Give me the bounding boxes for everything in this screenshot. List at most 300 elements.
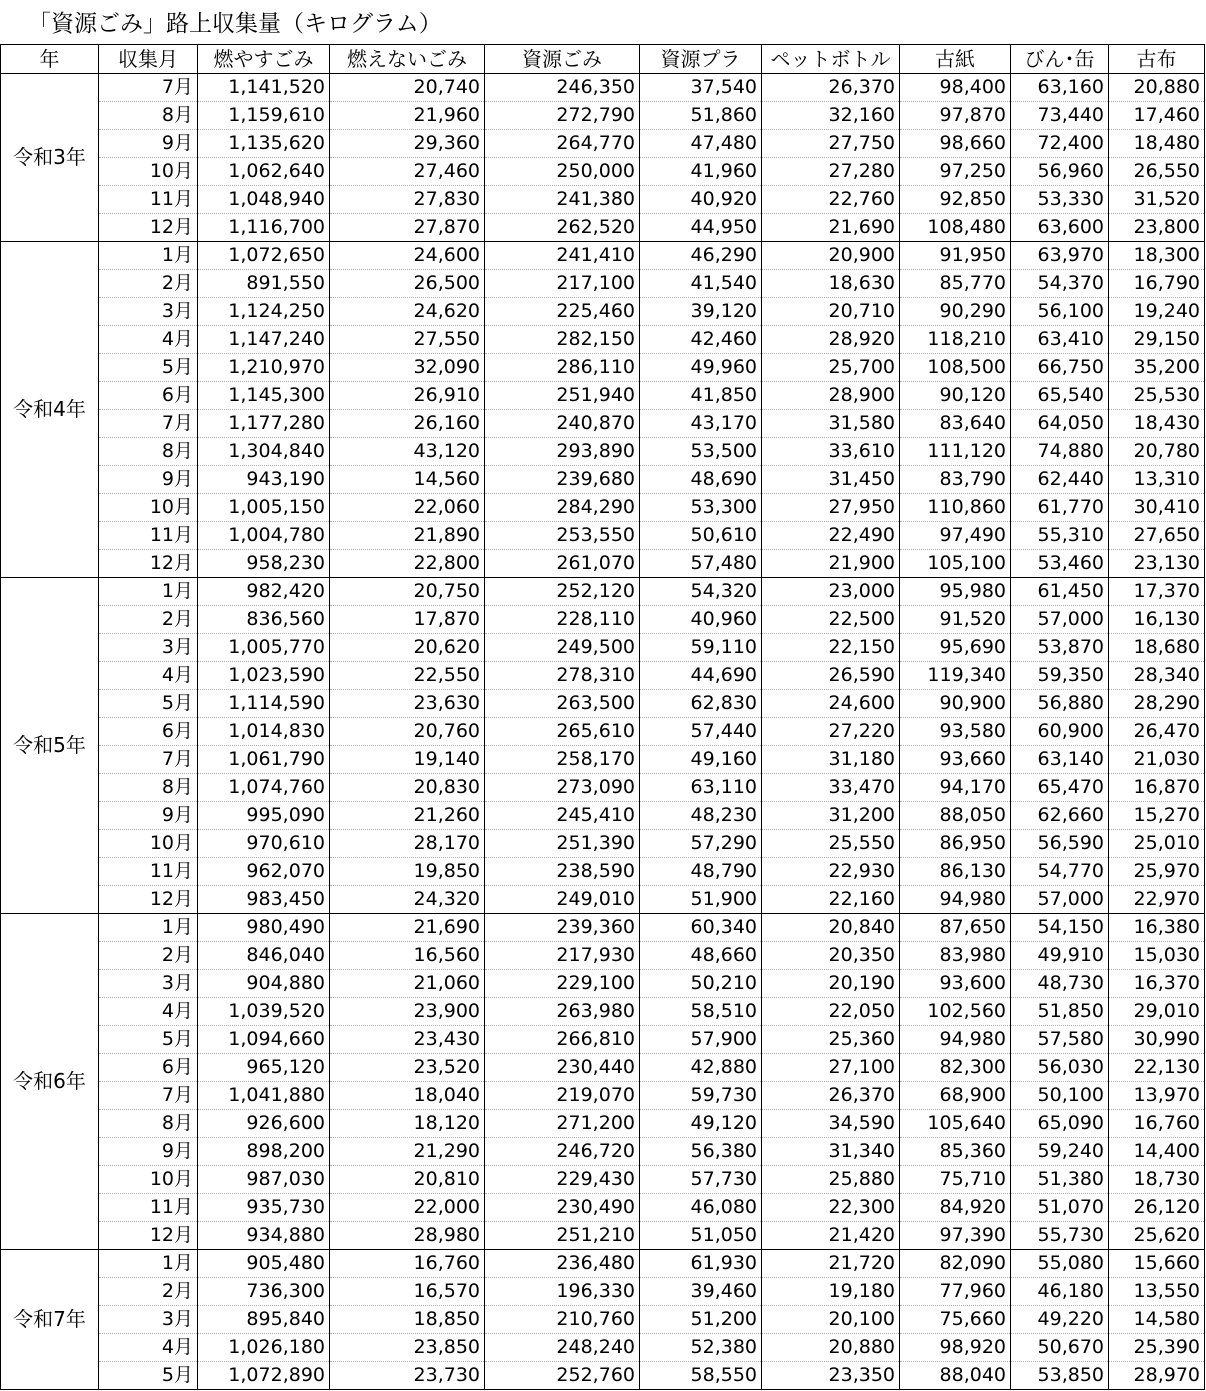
resource-cell: 230,440	[485, 1054, 640, 1082]
nonburnable-cell: 16,760	[330, 1250, 485, 1278]
resource-cell: 273,090	[485, 774, 640, 802]
burnable-cell: 1,094,660	[198, 1026, 330, 1054]
cloth-cell: 35,200	[1109, 354, 1205, 382]
burnable-cell: 1,210,970	[198, 354, 330, 382]
resource-cell: 210,760	[485, 1306, 640, 1334]
paper-cell: 98,400	[900, 74, 1011, 102]
pet-bottle-cell: 21,690	[762, 214, 900, 242]
pet-bottle-cell: 22,150	[762, 634, 900, 662]
resource-cell: 217,930	[485, 942, 640, 970]
cloth-cell: 25,530	[1109, 382, 1205, 410]
paper-cell: 93,660	[900, 746, 1011, 774]
cloth-cell: 19,240	[1109, 298, 1205, 326]
month-cell: 12月	[99, 1222, 198, 1250]
month-cell: 3月	[99, 298, 198, 326]
bottles-cans-cell: 62,440	[1011, 466, 1109, 494]
burnable-cell: 987,030	[198, 1166, 330, 1194]
pet-bottle-cell: 20,350	[762, 942, 900, 970]
paper-cell: 83,790	[900, 466, 1011, 494]
cloth-cell: 30,990	[1109, 1026, 1205, 1054]
plastic-cell: 42,880	[640, 1054, 762, 1082]
nonburnable-cell: 32,090	[330, 354, 485, 382]
pet-bottle-cell: 26,370	[762, 1082, 900, 1110]
cloth-cell: 16,370	[1109, 970, 1205, 998]
resource-cell: 249,500	[485, 634, 640, 662]
paper-cell: 88,040	[900, 1362, 1011, 1390]
cloth-cell: 15,270	[1109, 802, 1205, 830]
paper-cell: 110,860	[900, 494, 1011, 522]
bottles-cans-cell: 61,770	[1011, 494, 1109, 522]
resource-cell: 251,940	[485, 382, 640, 410]
resource-cell: 246,350	[485, 74, 640, 102]
burnable-cell: 1,041,880	[198, 1082, 330, 1110]
paper-cell: 90,290	[900, 298, 1011, 326]
nonburnable-cell: 22,000	[330, 1194, 485, 1222]
bottles-cans-cell: 57,580	[1011, 1026, 1109, 1054]
cloth-cell: 26,550	[1109, 158, 1205, 186]
cloth-cell: 18,430	[1109, 410, 1205, 438]
burnable-cell: 1,005,150	[198, 494, 330, 522]
month-cell: 4月	[99, 998, 198, 1026]
bottles-cans-cell: 57,000	[1011, 886, 1109, 914]
resource-cell: 262,520	[485, 214, 640, 242]
nonburnable-cell: 28,170	[330, 830, 485, 858]
plastic-cell: 44,950	[640, 214, 762, 242]
bottles-cans-cell: 49,220	[1011, 1306, 1109, 1334]
plastic-cell: 61,930	[640, 1250, 762, 1278]
table-row	[1, 214, 1205, 242]
pet-bottle-cell: 33,470	[762, 774, 900, 802]
pet-bottle-cell: 27,750	[762, 130, 900, 158]
nonburnable-cell: 23,900	[330, 998, 485, 1026]
paper-cell: 88,050	[900, 802, 1011, 830]
resource-cell: 196,330	[485, 1278, 640, 1306]
paper-cell: 95,980	[900, 578, 1011, 606]
nonburnable-cell: 16,570	[330, 1278, 485, 1306]
table-row	[1, 634, 1205, 662]
paper-cell: 97,490	[900, 522, 1011, 550]
month-cell: 5月	[99, 690, 198, 718]
plastic-cell: 40,920	[640, 186, 762, 214]
resource-cell: 219,070	[485, 1082, 640, 1110]
cloth-cell: 13,310	[1109, 466, 1205, 494]
burnable-cell: 1,177,280	[198, 410, 330, 438]
burnable-cell: 905,480	[198, 1250, 330, 1278]
bottles-cans-cell: 56,100	[1011, 298, 1109, 326]
paper-cell: 91,520	[900, 606, 1011, 634]
plastic-cell: 41,960	[640, 158, 762, 186]
cloth-cell: 15,660	[1109, 1250, 1205, 1278]
nonburnable-cell: 18,850	[330, 1306, 485, 1334]
table-row	[1, 970, 1205, 998]
burnable-cell: 1,048,940	[198, 186, 330, 214]
cloth-cell: 25,970	[1109, 858, 1205, 886]
paper-cell: 98,660	[900, 130, 1011, 158]
nonburnable-cell: 18,040	[330, 1082, 485, 1110]
table-row	[1, 858, 1205, 886]
plastic-cell: 51,200	[640, 1306, 762, 1334]
plastic-cell: 49,120	[640, 1110, 762, 1138]
table-row	[1, 886, 1205, 914]
burnable-cell: 926,600	[198, 1110, 330, 1138]
pet-bottle-cell: 27,220	[762, 718, 900, 746]
month-cell: 11月	[99, 858, 198, 886]
month-cell: 6月	[99, 382, 198, 410]
cloth-cell: 14,580	[1109, 1306, 1205, 1334]
cloth-cell: 18,480	[1109, 130, 1205, 158]
resource-cell: 248,240	[485, 1334, 640, 1362]
table-row	[1, 942, 1205, 970]
resource-cell: 284,290	[485, 494, 640, 522]
plastic-cell: 57,290	[640, 830, 762, 858]
bottles-cans-cell: 59,350	[1011, 662, 1109, 690]
pet-bottle-cell: 34,590	[762, 1110, 900, 1138]
table-row	[1, 830, 1205, 858]
table-row	[1, 718, 1205, 746]
burnable-cell: 1,039,520	[198, 998, 330, 1026]
resource-cell: 251,210	[485, 1222, 640, 1250]
nonburnable-cell: 20,830	[330, 774, 485, 802]
pet-bottle-cell: 32,160	[762, 102, 900, 130]
plastic-cell: 44,690	[640, 662, 762, 690]
nonburnable-cell: 20,740	[330, 74, 485, 102]
month-cell: 11月	[99, 1194, 198, 1222]
burnable-cell: 1,159,610	[198, 102, 330, 130]
nonburnable-cell: 23,430	[330, 1026, 485, 1054]
nonburnable-cell: 27,870	[330, 214, 485, 242]
nonburnable-cell: 18,120	[330, 1110, 485, 1138]
plastic-cell: 59,110	[640, 634, 762, 662]
table-row	[1, 1222, 1205, 1250]
burnable-cell: 1,004,780	[198, 522, 330, 550]
table-row	[1, 242, 1205, 270]
burnable-cell: 1,072,650	[198, 242, 330, 270]
bottles-cans-cell: 66,750	[1011, 354, 1109, 382]
table-row	[1, 494, 1205, 522]
burnable-cell: 1,147,240	[198, 326, 330, 354]
nonburnable-cell: 19,850	[330, 858, 485, 886]
burnable-cell: 965,120	[198, 1054, 330, 1082]
bottles-cans-cell: 55,310	[1011, 522, 1109, 550]
bottles-cans-cell: 63,600	[1011, 214, 1109, 242]
header-plastic: 資源プラ	[640, 45, 762, 74]
month-cell: 11月	[99, 522, 198, 550]
burnable-cell: 995,090	[198, 802, 330, 830]
table-row	[1, 1194, 1205, 1222]
resource-cell: 249,010	[485, 886, 640, 914]
pet-bottle-cell: 20,100	[762, 1306, 900, 1334]
plastic-cell: 48,790	[640, 858, 762, 886]
paper-cell: 75,710	[900, 1166, 1011, 1194]
burnable-cell: 1,023,590	[198, 662, 330, 690]
plastic-cell: 39,120	[640, 298, 762, 326]
burnable-cell: 891,550	[198, 270, 330, 298]
plastic-cell: 54,320	[640, 578, 762, 606]
table-row	[1, 438, 1205, 466]
bottles-cans-cell: 53,330	[1011, 186, 1109, 214]
month-cell: 3月	[99, 970, 198, 998]
year-cell: 令和4年	[1, 242, 99, 578]
nonburnable-cell: 20,810	[330, 1166, 485, 1194]
month-cell: 1月	[99, 1250, 198, 1278]
plastic-cell: 57,440	[640, 718, 762, 746]
bottles-cans-cell: 63,140	[1011, 746, 1109, 774]
paper-cell: 97,250	[900, 158, 1011, 186]
burnable-cell: 962,070	[198, 858, 330, 886]
pet-bottle-cell: 21,900	[762, 550, 900, 578]
bottles-cans-cell: 56,590	[1011, 830, 1109, 858]
bottles-cans-cell: 61,450	[1011, 578, 1109, 606]
paper-cell: 108,500	[900, 354, 1011, 382]
resource-cell: 252,760	[485, 1362, 640, 1390]
burnable-cell: 1,005,770	[198, 634, 330, 662]
bottles-cans-cell: 51,070	[1011, 1194, 1109, 1222]
burnable-cell: 1,061,790	[198, 746, 330, 774]
resource-cell: 265,610	[485, 718, 640, 746]
resource-cell: 266,810	[485, 1026, 640, 1054]
table-row	[1, 1082, 1205, 1110]
paper-cell: 93,580	[900, 718, 1011, 746]
table-row	[1, 298, 1205, 326]
bottles-cans-cell: 56,030	[1011, 1054, 1109, 1082]
plastic-cell: 57,730	[640, 1166, 762, 1194]
header-nonburnable: 燃えないごみ	[330, 45, 485, 74]
paper-cell: 84,920	[900, 1194, 1011, 1222]
resource-cell: 251,390	[485, 830, 640, 858]
burnable-cell: 898,200	[198, 1138, 330, 1166]
month-cell: 6月	[99, 1054, 198, 1082]
table-row	[1, 354, 1205, 382]
nonburnable-cell: 23,730	[330, 1362, 485, 1390]
pet-bottle-cell: 28,920	[762, 326, 900, 354]
cloth-cell: 15,030	[1109, 942, 1205, 970]
table-row	[1, 662, 1205, 690]
plastic-cell: 48,690	[640, 466, 762, 494]
burnable-cell: 983,450	[198, 886, 330, 914]
nonburnable-cell: 23,520	[330, 1054, 485, 1082]
pet-bottle-cell: 20,900	[762, 242, 900, 270]
month-cell: 10月	[99, 494, 198, 522]
paper-cell: 105,100	[900, 550, 1011, 578]
header-paper: 古紙	[900, 45, 1011, 74]
bottles-cans-cell: 64,050	[1011, 410, 1109, 438]
cloth-cell: 28,340	[1109, 662, 1205, 690]
plastic-cell: 63,110	[640, 774, 762, 802]
paper-cell: 95,690	[900, 634, 1011, 662]
cloth-cell: 30,410	[1109, 494, 1205, 522]
plastic-cell: 53,500	[640, 438, 762, 466]
month-cell: 11月	[99, 186, 198, 214]
plastic-cell: 57,900	[640, 1026, 762, 1054]
paper-cell: 85,360	[900, 1138, 1011, 1166]
header-resource: 資源ごみ	[485, 45, 640, 74]
bottles-cans-cell: 54,770	[1011, 858, 1109, 886]
pet-bottle-cell: 33,610	[762, 438, 900, 466]
cloth-cell: 20,780	[1109, 438, 1205, 466]
paper-cell: 94,980	[900, 886, 1011, 914]
bottles-cans-cell: 63,160	[1011, 74, 1109, 102]
burnable-cell: 1,072,890	[198, 1362, 330, 1390]
cloth-cell: 16,130	[1109, 606, 1205, 634]
bottles-cans-cell: 54,150	[1011, 914, 1109, 942]
month-cell: 3月	[99, 634, 198, 662]
bottles-cans-cell: 62,660	[1011, 802, 1109, 830]
resource-cell: 264,770	[485, 130, 640, 158]
cloth-cell: 16,380	[1109, 914, 1205, 942]
pet-bottle-cell: 20,840	[762, 914, 900, 942]
table-row	[1, 1110, 1205, 1138]
table-row	[1, 382, 1205, 410]
month-cell: 5月	[99, 1362, 198, 1390]
month-cell: 7月	[99, 74, 198, 102]
nonburnable-cell: 14,560	[330, 466, 485, 494]
burnable-cell: 846,040	[198, 942, 330, 970]
cloth-cell: 25,010	[1109, 830, 1205, 858]
plastic-cell: 41,850	[640, 382, 762, 410]
paper-cell: 75,660	[900, 1306, 1011, 1334]
paper-cell: 87,650	[900, 914, 1011, 942]
paper-cell: 86,950	[900, 830, 1011, 858]
pet-bottle-cell: 26,590	[762, 662, 900, 690]
nonburnable-cell: 27,550	[330, 326, 485, 354]
pet-bottle-cell: 20,710	[762, 298, 900, 326]
nonburnable-cell: 24,320	[330, 886, 485, 914]
plastic-cell: 41,540	[640, 270, 762, 298]
nonburnable-cell: 26,160	[330, 410, 485, 438]
pet-bottle-cell: 28,900	[762, 382, 900, 410]
month-cell: 9月	[99, 466, 198, 494]
paper-cell: 94,170	[900, 774, 1011, 802]
bottles-cans-cell: 56,880	[1011, 690, 1109, 718]
pet-bottle-cell: 31,450	[762, 466, 900, 494]
pet-bottle-cell: 25,880	[762, 1166, 900, 1194]
bottles-cans-cell: 65,470	[1011, 774, 1109, 802]
plastic-cell: 46,080	[640, 1194, 762, 1222]
month-cell: 7月	[99, 1082, 198, 1110]
paper-cell: 111,120	[900, 438, 1011, 466]
burnable-cell: 943,190	[198, 466, 330, 494]
header-month: 収集月	[99, 45, 198, 74]
pet-bottle-cell: 25,550	[762, 830, 900, 858]
resource-cell: 293,890	[485, 438, 640, 466]
burnable-cell: 1,124,250	[198, 298, 330, 326]
pet-bottle-cell: 22,300	[762, 1194, 900, 1222]
nonburnable-cell: 23,630	[330, 690, 485, 718]
month-cell: 1月	[99, 914, 198, 942]
nonburnable-cell: 27,460	[330, 158, 485, 186]
paper-cell: 92,850	[900, 186, 1011, 214]
table-row	[1, 74, 1205, 102]
burnable-cell: 1,116,700	[198, 214, 330, 242]
cloth-cell: 17,460	[1109, 102, 1205, 130]
pet-bottle-cell: 18,630	[762, 270, 900, 298]
month-cell: 5月	[99, 354, 198, 382]
header-burnable: 燃やすごみ	[198, 45, 330, 74]
resource-cell: 250,000	[485, 158, 640, 186]
resource-cell: 272,790	[485, 102, 640, 130]
table-row	[1, 606, 1205, 634]
paper-cell: 90,120	[900, 382, 1011, 410]
cloth-cell: 23,130	[1109, 550, 1205, 578]
table-row	[1, 410, 1205, 438]
table-row	[1, 914, 1205, 942]
month-cell: 8月	[99, 438, 198, 466]
nonburnable-cell: 27,830	[330, 186, 485, 214]
month-cell: 2月	[99, 1278, 198, 1306]
nonburnable-cell: 21,960	[330, 102, 485, 130]
table-row	[1, 1362, 1205, 1390]
cloth-cell: 28,970	[1109, 1362, 1205, 1390]
resource-cell: 278,310	[485, 662, 640, 690]
month-cell: 1月	[99, 578, 198, 606]
resource-cell: 225,460	[485, 298, 640, 326]
month-cell: 10月	[99, 1166, 198, 1194]
nonburnable-cell: 20,750	[330, 578, 485, 606]
resource-cell: 217,100	[485, 270, 640, 298]
burnable-cell: 1,062,640	[198, 158, 330, 186]
table-row	[1, 1138, 1205, 1166]
nonburnable-cell: 20,760	[330, 718, 485, 746]
burnable-cell: 1,145,300	[198, 382, 330, 410]
resource-cell: 230,490	[485, 1194, 640, 1222]
bottles-cans-cell: 73,440	[1011, 102, 1109, 130]
plastic-cell: 58,510	[640, 998, 762, 1026]
burnable-cell: 836,560	[198, 606, 330, 634]
cloth-cell: 16,760	[1109, 1110, 1205, 1138]
resource-cell: 241,380	[485, 186, 640, 214]
paper-cell: 102,560	[900, 998, 1011, 1026]
cloth-cell: 31,520	[1109, 186, 1205, 214]
pet-bottle-cell: 19,180	[762, 1278, 900, 1306]
header-bottles-cans: びん･缶	[1011, 45, 1109, 74]
pet-bottle-cell: 22,500	[762, 606, 900, 634]
paper-cell: 118,210	[900, 326, 1011, 354]
month-cell: 8月	[99, 102, 198, 130]
pet-bottle-cell: 24,600	[762, 690, 900, 718]
cloth-cell: 29,150	[1109, 326, 1205, 354]
bottles-cans-cell: 53,850	[1011, 1362, 1109, 1390]
paper-cell: 85,770	[900, 270, 1011, 298]
bottles-cans-cell: 46,180	[1011, 1278, 1109, 1306]
month-cell: 3月	[99, 1306, 198, 1334]
resource-cell: 261,070	[485, 550, 640, 578]
resource-cell: 282,150	[485, 326, 640, 354]
bottles-cans-cell: 54,370	[1011, 270, 1109, 298]
bottles-cans-cell: 63,410	[1011, 326, 1109, 354]
month-cell: 4月	[99, 1334, 198, 1362]
plastic-cell: 48,660	[640, 942, 762, 970]
nonburnable-cell: 26,500	[330, 270, 485, 298]
paper-cell: 86,130	[900, 858, 1011, 886]
burnable-cell: 982,420	[198, 578, 330, 606]
paper-cell: 97,390	[900, 1222, 1011, 1250]
month-cell: 12月	[99, 886, 198, 914]
paper-cell: 90,900	[900, 690, 1011, 718]
table-row	[1, 802, 1205, 830]
paper-cell: 68,900	[900, 1082, 1011, 1110]
table-row	[1, 326, 1205, 354]
month-cell: 2月	[99, 270, 198, 298]
pet-bottle-cell: 22,160	[762, 886, 900, 914]
table-row	[1, 774, 1205, 802]
burnable-cell: 980,490	[198, 914, 330, 942]
burnable-cell: 970,610	[198, 830, 330, 858]
bottles-cans-cell: 63,970	[1011, 242, 1109, 270]
nonburnable-cell: 17,870	[330, 606, 485, 634]
plastic-cell: 51,050	[640, 1222, 762, 1250]
nonburnable-cell: 26,910	[330, 382, 485, 410]
pet-bottle-cell: 31,580	[762, 410, 900, 438]
